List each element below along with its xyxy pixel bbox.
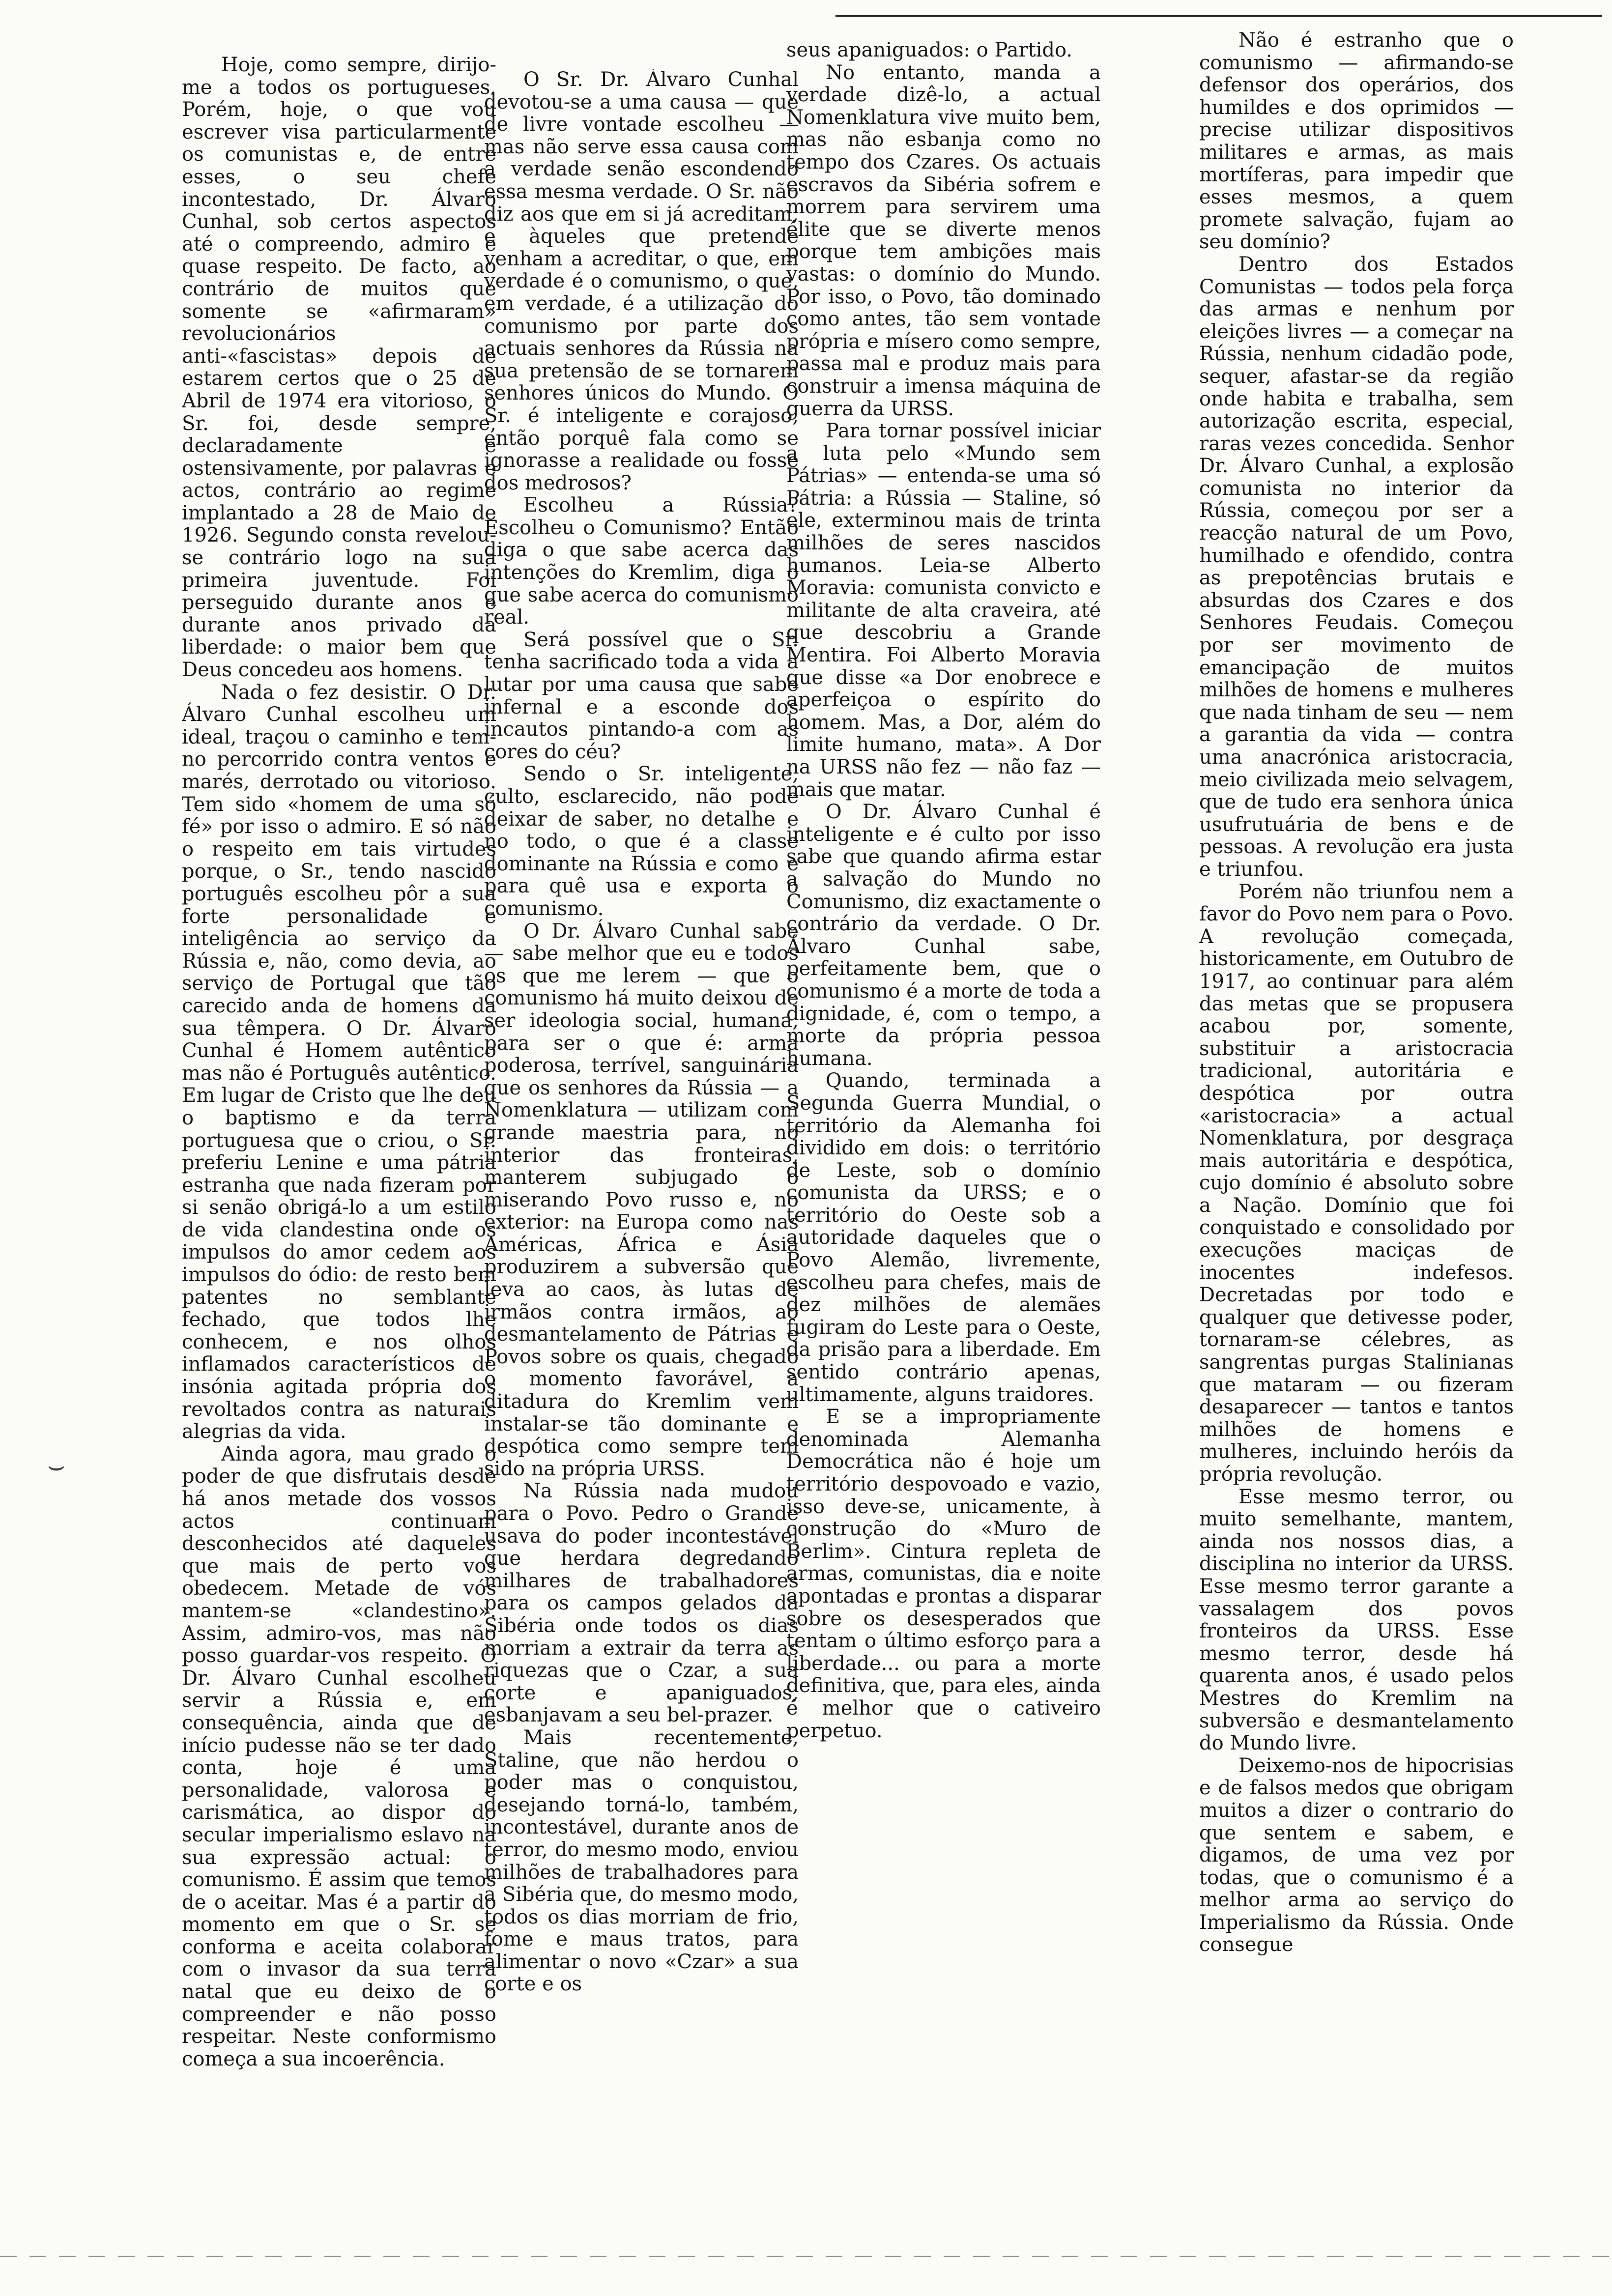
paragraph: No entanto, manda a verdade dizê-lo, a actual Nomenklatura vive muito bem, mas não esbanja como no tempo dos Czares. Os actuais escravos da Sibéria sofrem e morrem para servirem uma élite que se diverte menos porque tem ambições mais vastas: o domínio do Mundo. Por isso, o Povo, tão dominado como antes, tão sem vontade própria e mísero como sempre, passa mal e produz mais para construir a imensa máquina de guerra da URSS.	[786, 61, 1101, 420]
paragraph: Não é estranho que o comunismo — afirmando-se defensor dos operários, dos humildes e dos oprimidos — precise utilizar dispositivos militares e armas, as mais mortíferas, para impedir que esses mesmos, a quem promete salvação, fujam ao seu domínio?	[1199, 29, 1514, 254]
paragraph: O Sr. Dr. Álvaro Cunhal devotou-se a uma causa — que de livre vontade escolheu — mas não serve essa causa com a verdade senão escondendo essa mesma verdade. O Sr. não diz aos que em si já acreditam, e àqueles que pretende venham a acreditar, o que, em verdade é o comunismo, o que, em verdade, é a utilização do comunismo por parte dos actuais senhores da Rússia na sua pretensão de se tornarem senhores únicos do Mundo. O Sr. é inteligente e corajoso, então porquê fala como se ignorasse a realidade ou fosse dos medrosos?	[484, 69, 799, 494]
top-rule	[835, 15, 1602, 17]
paragraph: Mais recentemente, Staline, que não herdou o poder mas o conquistou, desejando torná-lo, também, incontestável, durante anos de terror, do mesmo modo, enviou milhões de trabalhadores para a Sibéria que, do mesmo modo, todos os dias morriam de frio, fome e maus tratos, para alimentar o novo «Czar» a sua corte e os	[484, 1726, 799, 1996]
paragraph: Deixemo-nos de hipocrisias e de falsos medos que obrigam muitos a dizer o contrario do que sentem e sabem, e digamos, de uma vez por todas, que o comunismo é a melhor arma ao serviço do Imperialismo da Rússia. Onde consegue	[1199, 1754, 1514, 1956]
article-column-4	[1199, 29, 1514, 2202]
paragraph: Esse mesmo terror, ou muito semelhante, mantem, ainda nos nossos dias, a disciplina no interior da URSS. Esse mesmo terror garante a vassalagem dos povos fronteiros da URSS. Esse mesmo terror, desde há quarenta anos, é usado pelos Mestres do Kremlim na subversão e desmantelamento do Mundo livre.	[1199, 1485, 1514, 1755]
paragraph: E se a impropriamente denominada Alemanha Democrática não é hoje um território despovoado e vazio, isso deve-se, unicamente, à construção do «Muro de Berlim». Cintura repleta de armas, comunistas, dia e noite apontadas e prontas a disparar sobre os desesperados que tentam o último esforço para a liberdade... ou para a morte definitiva, que, para eles, ainda é melhor que o cativeiro perpetuo.	[786, 1406, 1101, 1742]
paragraph: Dentro dos Estados Comunistas — todos pela força das armas e nenhum por eleições livres — a começar na Rússia, nenhum cidadão pode, sequer, afastar-se da região onde habita e trabalha, sem autorização escrita, especial, raras vezes concedida. Senhor Dr. Álvaro Cunhal, a explosão comunista no interior da Rússia, começou por ser a reacção natural de um Povo, humilhado e ofendido, contra as prepotências brutais e absurdas dos Czares e dos Senhores Feudais. Começou por ser movimento de emancipação de muitos milhões de homens e mulheres que nada tinham de seu — nem a garantia da vida — contra uma anacrónica aristocracia, meio civilizada meio selvagem, que de tudo era senhora única usufrutuária de bens e de pessoas. A revolução era justa e triunfou.	[1199, 253, 1514, 881]
paragraph: Nada o fez desistir. O Dr. Álvaro Cunhal escolheu um ideal, traçou o caminho e tem-no percorrido contra ventos e marés, derrotado ou vitorioso. Tem sido «homem de uma só fé» por isso o admiro. E só não o respeito em tais virtudes porque, o Sr., tendo nascido português escolheu pôr a sua forte personalidade e inteligência ao serviço da Rússia e, não, como devia, ao serviço de Portugal que tão carecido anda de homens da sua têmpera. O Dr. Álvaro Cunhal é Homem autêntico mas não é Português autêntico. Em lugar de Cristo que lhe deu o baptismo e da terra portuguesa que o criou, o Sr. preferiu Lenine e uma pátria estranha que nada fizeram por si senão obrigá-lo a um estilo de vida clandestina onde os impulsos do amor cedem aos impulsos do ódio: de resto bem patentes no semblante fechado, que todos lhe conhecem, e nos olhos inflamados característicos de insónia agitada própria dos revoltados contra as naturais alegrias da vida.	[182, 681, 496, 1443]
paragraph: Sendo o Sr. inteligente, culto, esclarecido, não pode deixar de saber, no detalhe e no todo, o que é a classe dominante na Rússia e como e para quê usa e exporta o comunismo.	[484, 763, 799, 920]
paragraph: O Dr. Álvaro Cunhal é inteligente e é culto por isso sabe que quando afirma estar a salvação do Mundo no Comunismo, diz exactamente o contrário da verdade. O Dr. Álvaro Cunhal sabe, perfeitamente bem, que o comunismo é a morte de toda a dignidade, é, com o tempo, a morte da própria pessoa humana.	[786, 801, 1101, 1070]
paragraph-continued: seus apaniguados: o Partido.	[786, 39, 1073, 61]
paragraph: Hoje, como sempre, dirijo-me a todos os portugueses. Porém, hoje, o que vou escrever visa particularmente os comunistas e, de entre esses, o seu chefe incontestado, Dr. Álvaro Cunhal, sob certos aspectos até o compreendo, admiro e quase respeito. De facto, ao contrário de muitos que somente se «afirmaram» revolucionários anti-«fascistas» depois de estarem certos que o 25 de Abril de 1974 era vitorioso, o Sr. foi, desde sempre, declaradamente e ostensivamente, por palavras e actos, contrário ao regime implantado a 28 de Maio de 1926. Segundo consta revelou-se contrário logo na sua primeira juventude. Foi perseguido durante anos e durante anos privado da liberdade: o maior bem que Deus concedeu aos homens.	[182, 54, 496, 682]
paragraph: Porém não triunfou nem a favor do Povo nem para o Povo. A revolução começada, historicamente, em Outubro de 1917, ao continuar para além das metas que se propusera acabou por, somente, substituir a aristocracia tradicional, autoritária e despótica por outra «aristocracia» a actual Nomenklatura, por desgraça mais autoritária e despótica, cujo domínio é absoluto sobre a Nação. Domínio que foi conquistado e consolidado por execuções maciças de inocentes indefesos. Decretadas por todo e qualquer que detivesse poder, tornaram-se célebres, as sangrentas purgas Stalinianas que mataram — ou fizeram desaparecer — tantos e tantos milhões de homens e mulheres, incluindo heróis da própria revolução.	[1199, 880, 1514, 1486]
paragraph: Ainda agora, mau grado o poder de que disfrutais desde há anos metade dos vossos actos continuam desconhecidos até daqueles que mais de perto vos obedecem. Metade de vós mantem-se «clandestino». Assim, admiro-vos, mas não posso guardar-vos respeito. O Dr. Álvaro Cunhal escolheu servir a Rússia e, em consequência, ainda que de início pudesse não se ter dado conta, hoje é uma personalidade, valorosa e carismática, ao dispor do secular imperialismo eslavo na sua expressão actual: o comunismo. É assim que temos de o aceitar. Mas é a partir do momento em que o Sr. se conforma e aceita colaborar com o invasor da sua terra natal que eu deixo de o compreender e não posso respeitar. Neste conformismo começa a sua incoerência.	[182, 1442, 496, 2070]
article-column-1	[182, 54, 496, 2226]
paragraph: Para tornar possível iniciar a luta pelo «Mundo sem Pátrias» — entenda-se uma só Pátria: a Rússia — Staline, só ele, exterminou mais de trinta milhões de seres nascidos humanos. Leia-se Alberto Moravia: comunista convicto e militante de alta craveira, até que descobriu a Grande Mentira. Foi Alberto Moravia que disse «a Dor enobrece e aperfeiçoa o espírito do homem. Mas, a Dor, além do limite humano, mata». A Dor na URSS não fez — não faz — mais que matar.	[786, 420, 1101, 801]
margin-mark: ⌣	[47, 1450, 65, 1482]
paragraph: Será possível que o Sr. tenha sacrificado toda a vida a lutar por uma causa que sabe infernal e a esconde dos incautos pintando-a com as cores do céu?	[484, 628, 799, 763]
paragraph: Na Rússia nada mudou para o Povo. Pedro o Grande usava do poder incontestável que herdara degredando milhares de trabalhadores para os campos gelados da Sibéria onde todos os dias morriam a extrair da terra as riquezas que o Czar, a sua corte e apaniguados, esbanjavam a seu bel-prazer.	[484, 1480, 799, 1727]
paragraph: Quando, terminada a Segunda Guerra Mundial, o território da Alemanha foi dividido em dois: o território de Leste, sob o domínio comunista da URSS; e o território do Oeste sob a autoridade daqueles que o Povo Alemão, livremente, escolheu para chefes, mais de dez milhões de alemães fugiram do Leste para o Oeste, da prisão para a liberdade. Em sentido contrário apenas, ultimamente, alguns traidores.	[786, 1069, 1101, 1406]
paragraph: O Dr. Álvaro Cunhal sabe — sabe melhor que eu e todos os que me lerem — que o comunismo há muito deixou de ser ideologia social, humana, para ser o que é: arma poderosa, terrível, sanguinária que os senhores da Rússia — a Nomenklatura — utilizam com grande maestria para, no interior das fronteiras, manterem subjugado o miserando Povo russo e, no exterior: na Europa como nas Américas, África e Ásia produzirem a subversão que leva ao caos, às lutas de irmãos contra irmãos, ao desmantelamento de Pátrias e Povos sobre os quais, chegado o momento favorável, a ditadura do Kremlim vem instalar-se tão dominante e despótica como sempre tem sido na própria URSS.	[484, 919, 799, 1480]
article-column-2	[484, 69, 799, 2241]
article-column-3	[786, 39, 1101, 2211]
paragraph: Escolheu a Rússia? Escolheu o Comunismo? Então diga o que sabe acerca das intenções do Kremlim, diga o que sabe acerca do comunismo real.	[484, 494, 799, 629]
bottom-scan-rule	[0, 2256, 1612, 2257]
